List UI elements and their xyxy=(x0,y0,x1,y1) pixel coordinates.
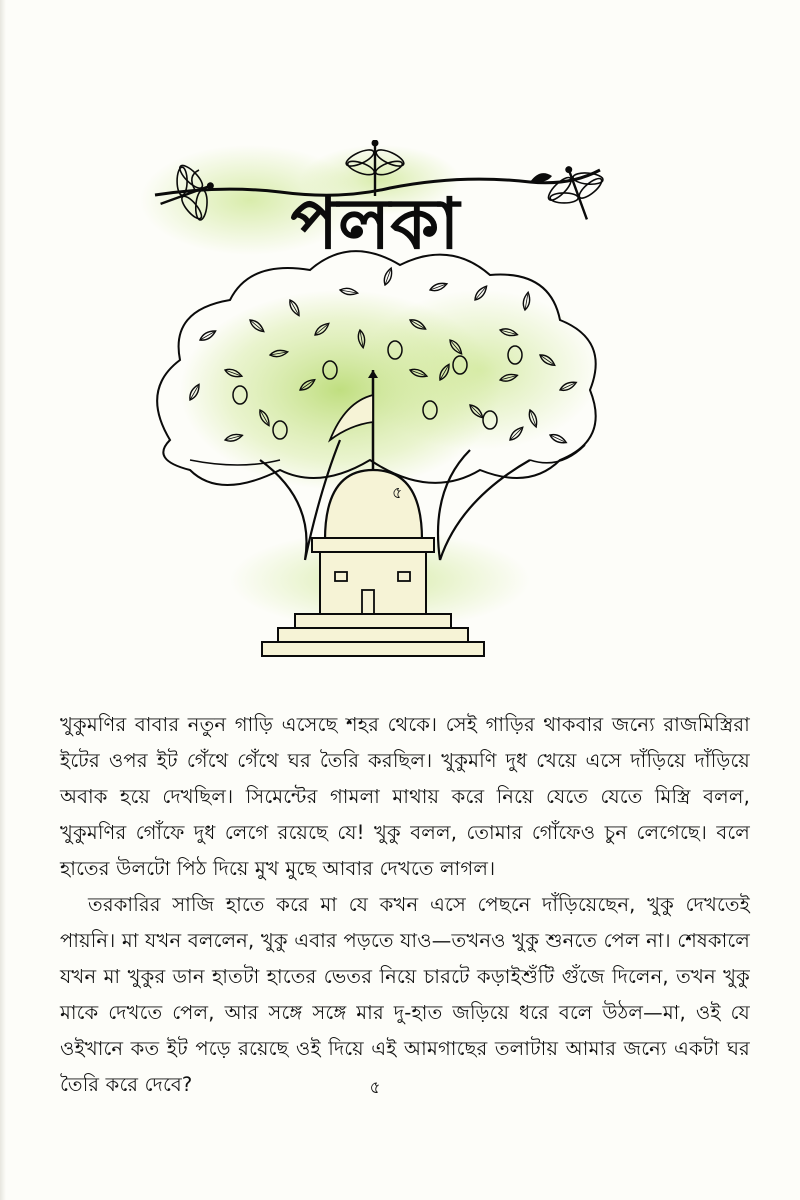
paragraph-2: তরকারির সাজি হাতে করে মা যে কখন এসে পেছনে দাঁড়িয়েছেন, খুকু দেখতেই পায়নি। মা যখন বললেন, খুকু এবার পড়তে যাও—তখনও খুকু শুনতে পেল না। শেষকালে যখন মা খুকুর ডান হাতটা হাতের ভেতর নিয়ে চারটে কড়াইশুঁটি গুঁজে দিলেন, তখন খুকু মাকে দেখতে পেল, আর সঙ্গে সঙ্গে মার দু-হাত জড়িয়ে ধরে বলে উঠল—মা, ওই যে ওইখানে কত ইট পড়ে রয়েছে ওই দিয়ে এই আমগাছের তলাটায় আমার জন্যে একটা ঘর তৈরি করে দেবে? xyxy=(60,893,750,1096)
story-body xyxy=(60,707,750,1103)
dragonfly-icon xyxy=(539,156,616,230)
page-title: পলকা xyxy=(290,183,460,265)
page-number: ৫ xyxy=(369,1078,381,1098)
page-edge xyxy=(0,0,6,1200)
shrine-numeral: ৫ xyxy=(392,483,403,502)
paragraph-1: খুকুমণির বাবার নতুন গাড়ি এসেছে শহর থেকে। সেই গাড়ির থাকবার জন্যে রাজমিস্ত্রিরা ইটের ওপর ইট গেঁথে গেঁথে ঘর তৈরি করছিল। খুকুমণি দুধ খেয়ে এসে দাঁড়িয়ে দাঁড়িয়ে অবাক হয়ে দেখছিল। সিমেন্টের গামলা মাথায় করে নিয়ে যেতে যেতে মিস্ত্রি বলল, খুকুমণির গোঁফে দুধ লেগে রয়েছে যে! খুকু বলল, তোমার গোঁফেও চুন লেগেছে। বলে হাতের উলটো পিঠ দিয়ে মুখ মুছে আবার দেখতে লাগল। xyxy=(60,713,750,880)
illustration-svg xyxy=(130,140,620,670)
chapter-illustration xyxy=(130,140,620,670)
